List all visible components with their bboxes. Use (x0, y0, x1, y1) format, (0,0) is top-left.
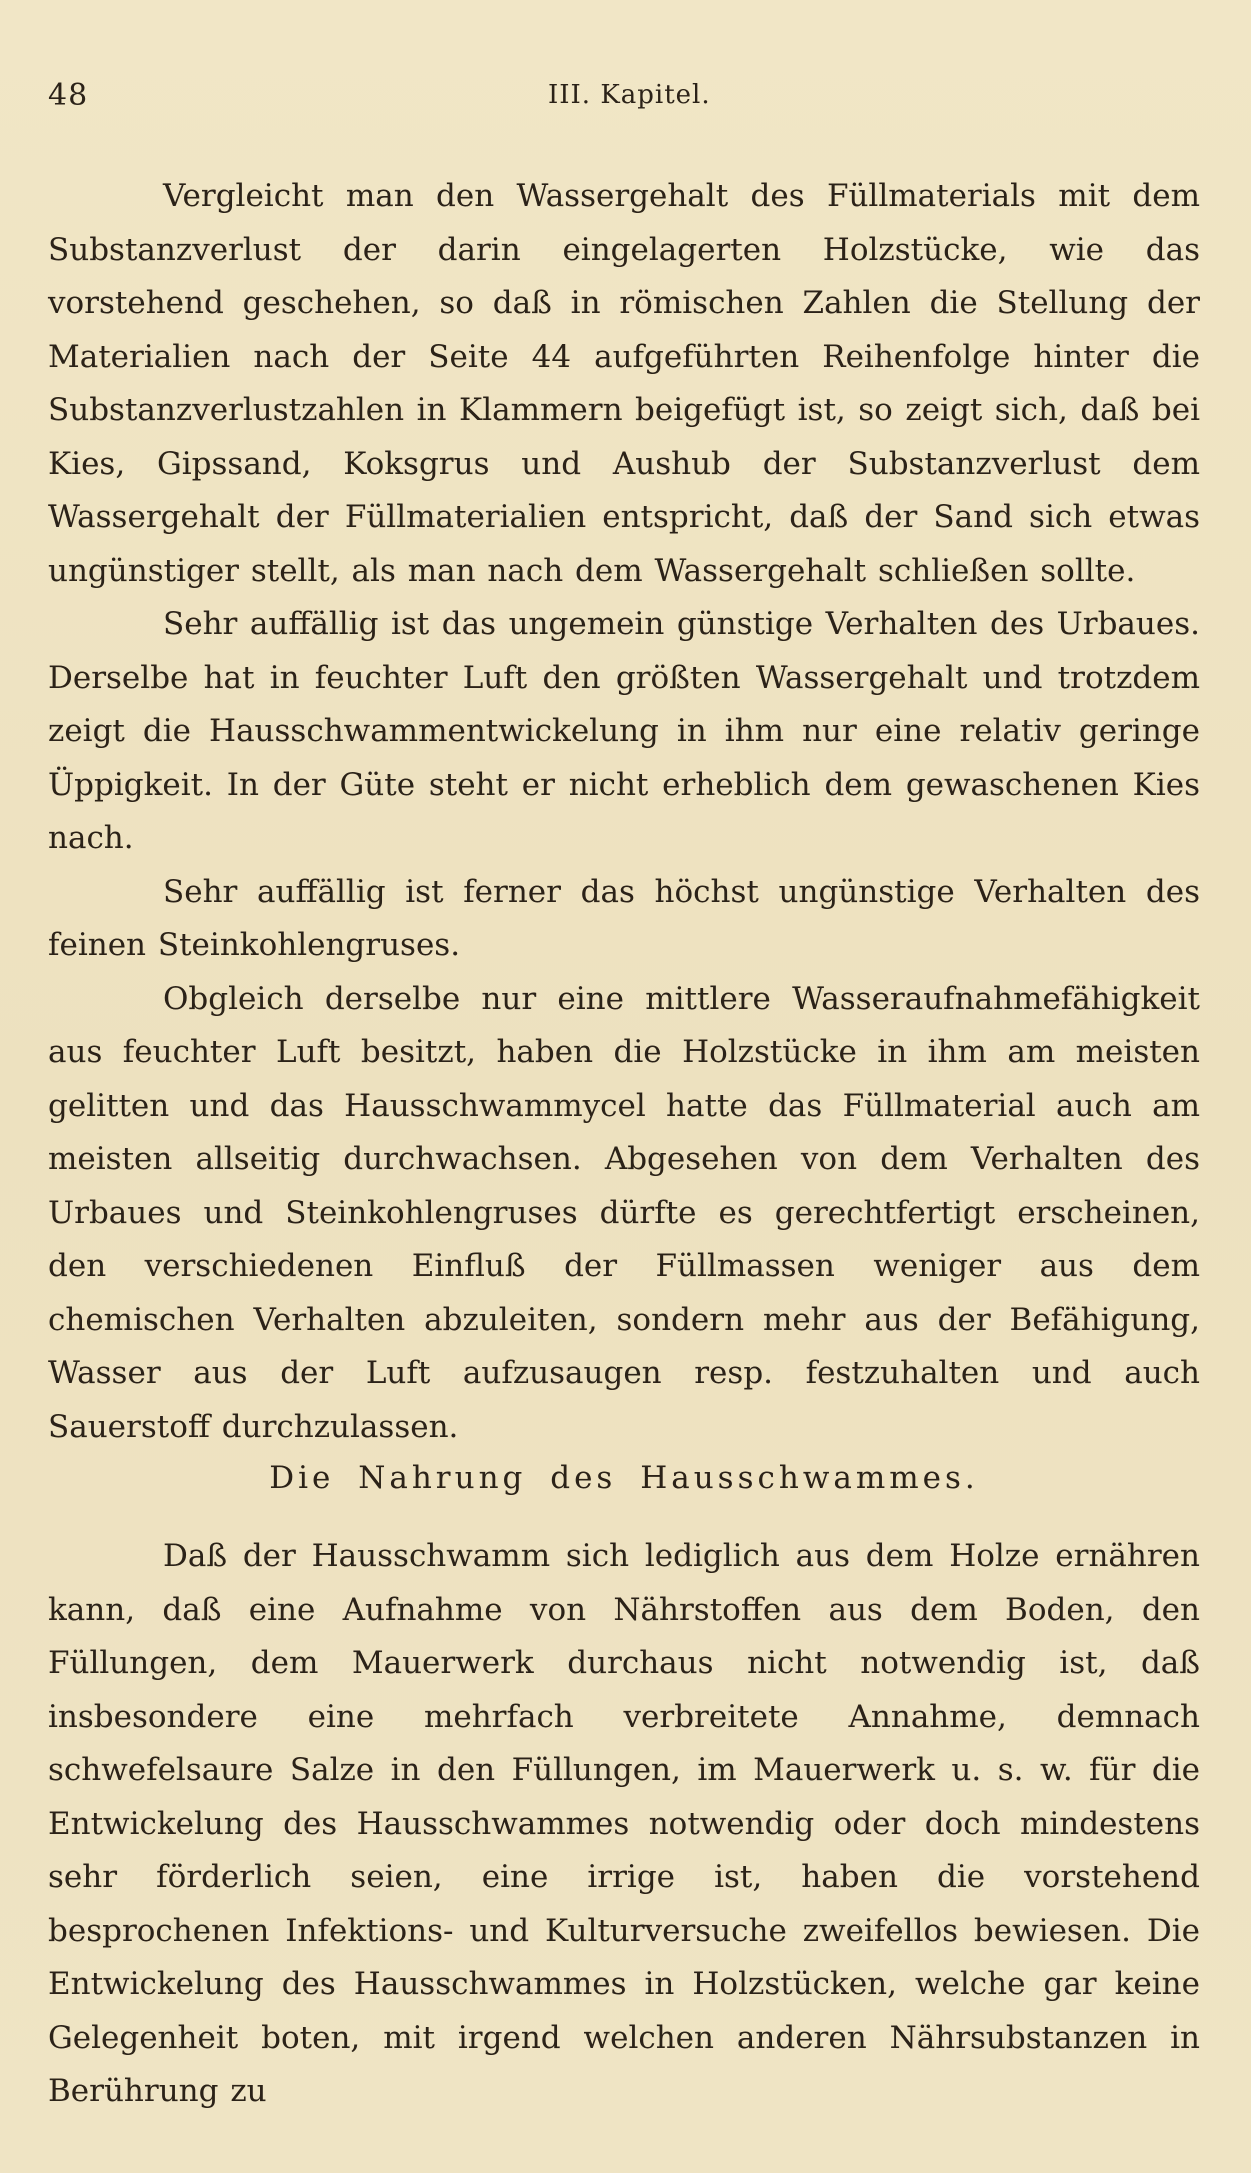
paragraph: Daß der Hausschwamm sich lediglich aus dem Holze ernähren kann, daß eine Aufnahme von Nährstoffen aus dem Boden, den Füllungen, dem Mauerwerk durchaus nicht notwendig ist, daß insbesondere eine mehrfach verbreitete Annahme, demnach schwefelsaure Salze in den Füllungen, im Mauerwerk u. s. w. für die Entwickelung des Hausschwammes notwendig oder doch mindestens sehr förderlich seien, eine irrige ist, haben die vorstehend besprochenen Infektions- und Kulturversuche zweifellos bewiesen. Die Entwickelung des Hausschwammes in Holzstücken, welche gar keine Gelegenheit boten, mit irgend welchen anderen Nährsubstanzen in Berührung zu (48, 1538, 1200, 2109)
paragraph: Sehr auffällig ist das ungemein günstige Verhalten des Urbaues. Derselbe hat in feuchter Luft den größten Wassergehalt und trotzdem zeigt die Hausschwammentwickelung in ihm nur eine relativ geringe Üppigkeit. In der Güte steht er nicht erheblich dem gewaschenen Kies nach. (48, 606, 1200, 856)
paragraph: Obgleich derselbe nur eine mittlere Wasseraufnahmefähigkeit aus feuchter Luft besitzt, haben die Holzstücke in ihm am meisten gelitten und das Hausschwammycel hatte das Füllmaterial auch am meisten allseitig durchwachsen. Abgesehen von dem Verhalten des Urbaues und Steinkohlengruses dürfte es gerechtfertigt erscheinen, den verschiedenen Einfluß der Füllmassen weniger aus dem chemischen Verhalten abzuleiten, sondern mehr aus der Befähigung, Wasser aus der Luft aufzusaugen resp. festzuhalten und auch Sauerstoff durchzulassen. (48, 980, 1200, 1445)
body-text-lower (48, 1530, 1200, 2119)
paragraph: Sehr auffällig ist ferner das höchst ungünstige Verhalten des feinen Steinkohlengruses. (48, 873, 1200, 963)
running-head: III. Kapitel. (548, 80, 711, 110)
section-heading: Die Nahrung des Hausschwammes. (269, 1460, 979, 1496)
paragraph: Vergleicht man den Wassergehalt des Füllmaterials mit dem Substanzverlust der darin eingelagerten Holzstücke, wie das vorstehend geschehen, so daß in römischen Zahlen die Stellung der Materialien nach der Seite 44 aufgeführten Reihenfolge hinter die Substanzverlustzahlen in Klammern beigefügt ist, so zeigt sich, daß bei Kies, Gipssand, Koksgrus und Aushub der Substanzverlust dem Wassergehalt der Füllmaterialien entspricht, daß der Sand sich etwas ungünstiger stellt, als man nach dem Wassergehalt schließen sollte. (48, 178, 1200, 589)
page-header (48, 78, 1221, 118)
body-text-upper (48, 170, 1200, 1454)
page-number: 48 (48, 78, 89, 113)
